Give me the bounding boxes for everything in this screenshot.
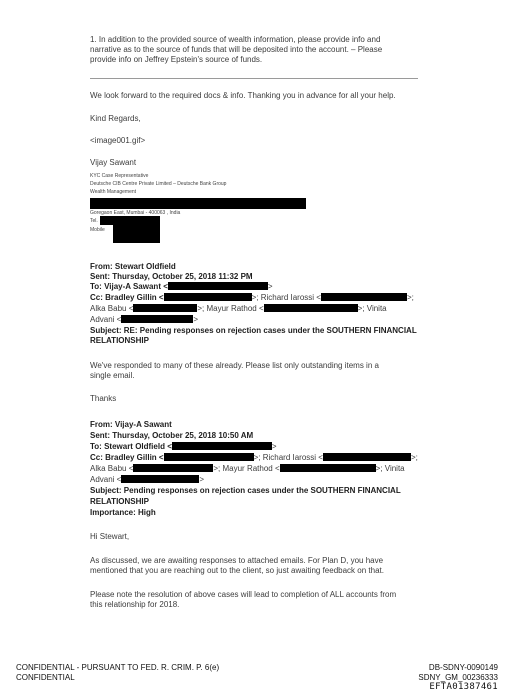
redaction-block [264, 304, 358, 312]
redaction-block [133, 464, 213, 472]
email2-sent: Sent: Thursday, October 25, 2018 10:50 AM [90, 431, 254, 440]
footer-confidential-pursuant: CONFIDENTIAL - PURSUANT TO FED. R. CRIM. P. 6(e) [16, 663, 220, 672]
footer-confidential: CONFIDENTIAL [16, 673, 75, 682]
signature-tel: Tel. [90, 218, 98, 224]
redaction-block [172, 442, 272, 450]
email2-para2-line-1: Please note the resolution of above cases will lead to completion of ALL accounts from [90, 590, 397, 599]
email1-cc-line3: Advani < > [90, 315, 199, 324]
redaction-block [121, 315, 193, 323]
email1-subject-cont: RELATIONSHIP [90, 336, 149, 345]
email2-para1-line-2: mentioned that you are reaching out to the client, so just awaiting feedback on that. [90, 566, 384, 575]
email2-cc: Cc: Bradley Gillin < >; Richard Iarossi < >; [90, 453, 418, 462]
email2-from: From: Vijay-A Sawant [90, 420, 172, 429]
footer-bates-efta: EFTA01387461 [429, 682, 498, 692]
signature-dept: Wealth Management [90, 189, 137, 195]
redaction-block [121, 475, 199, 483]
email2-para1-line-1: As discussed, we are awaiting responses to attached emails. For Plan D, you have [90, 556, 384, 565]
look-forward-text: We look forward to the required docs & info. Thanking you in advance for all your help. [90, 91, 396, 100]
redaction-block [321, 293, 407, 301]
email1-to: To: Vijay-A Sawant < > [90, 282, 273, 291]
redaction-block [90, 198, 306, 209]
email1-thanks: Thanks [90, 394, 117, 403]
email2-cc-line3: Advani < > [90, 475, 205, 484]
email1-body-line-1: We've responded to many of these already. Please list only outstanding items in a [90, 361, 379, 370]
email1-cc: Cc: Bradley Gillin < >; Richard Iarossi < >; [90, 293, 414, 302]
signature-address: Goregaon East, Mumbai - 400063 , India [90, 210, 181, 216]
email1-from: From: Stewart Oldfield [90, 262, 176, 271]
redaction-block [113, 225, 160, 243]
email2-to: To: Stewart Oldfield < > [90, 442, 277, 451]
sender-name: Vijay Sawant [90, 158, 137, 167]
redaction-block [168, 282, 268, 290]
redaction-block [164, 293, 252, 301]
email2-subject-cont: RELATIONSHIP [90, 497, 149, 506]
redaction-block [164, 453, 254, 461]
footer-bates-db: DB-SDNY-0090149 [428, 663, 498, 672]
redaction-block [133, 304, 197, 312]
email2-cc-line2: Alka Babu < >; Mayur Rathod < >; Vinita [90, 464, 405, 473]
redaction-block [280, 464, 376, 472]
paragraph-line-1: 1. In addition to the provided source of wealth information, please provide info and [90, 35, 381, 44]
redaction-block [323, 453, 411, 461]
signature-company: Deutsche CIB Centre Private Limited – Deutsche Bank Group [90, 181, 227, 187]
email2-importance: Importance: High [90, 508, 156, 517]
redaction-block [100, 216, 160, 225]
divider [90, 78, 418, 79]
email2-subject: Subject: Pending responses on rejection cases under the SOUTHERN FINANCIAL [90, 486, 401, 495]
email1-sent: Sent: Thursday, October 25, 2018 11:32 PM [90, 272, 253, 281]
email1-body-line-2: single email. [90, 371, 135, 380]
email1-subject: Subject: RE: Pending responses on rejection cases under the SOUTHERN FINANCIAL [90, 326, 417, 335]
paragraph-line-2: narrative as to the source of funds that will be deposited into the account. – Please [90, 45, 383, 54]
image-reference: <image001.gif> [90, 136, 146, 145]
email2-greeting: Hi Stewart, [90, 532, 130, 541]
footer-bates-sdny: SDNY_GM_00236333 [418, 673, 498, 682]
signature-title: KYC Case Representative [90, 173, 149, 179]
kind-regards: Kind Regards, [90, 114, 141, 123]
email1-cc-line2: Alka Babu < >; Mayur Rathod < >; Vinita [90, 304, 387, 313]
signature-mobile: Mobile [90, 227, 105, 233]
email2-para2-line-2: this relationship for 2018. [90, 600, 180, 609]
paragraph-line-3: provide info on Jeffrey Epstein's source of funds. [90, 55, 263, 64]
